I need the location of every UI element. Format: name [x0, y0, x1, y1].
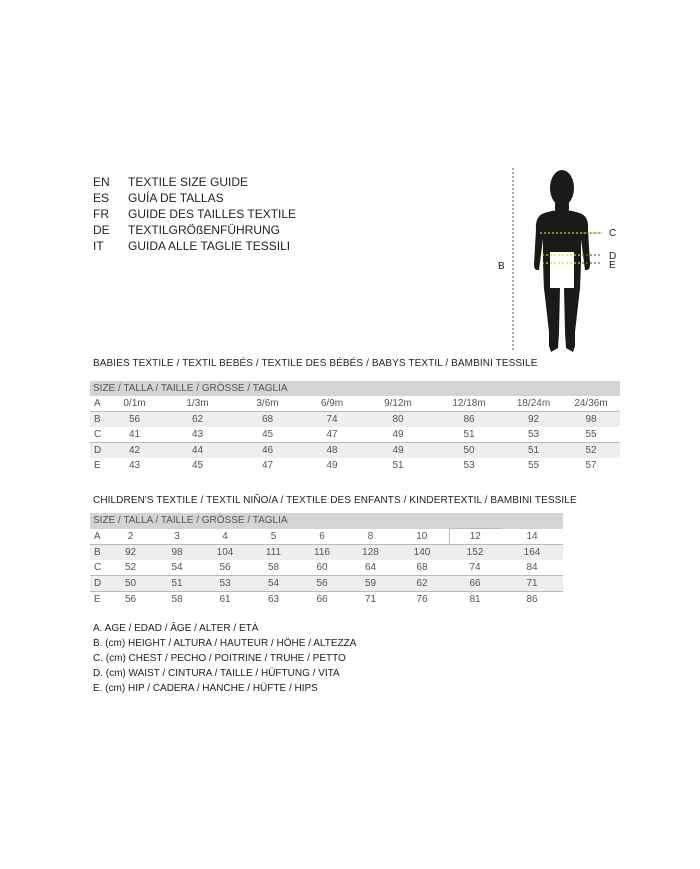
table-cell: 80: [363, 412, 433, 428]
table-cell: 48: [301, 443, 363, 459]
guide-title: TEXTILE SIZE GUIDE: [128, 175, 249, 189]
table-cell: 71: [501, 576, 563, 592]
table-cell: 92: [505, 412, 562, 428]
table-cell: 56: [298, 576, 346, 592]
table-cell: 51: [392, 460, 404, 471]
table-cell: 47: [301, 427, 363, 443]
guide-title: GUIDE DES TAILLES TEXTILE: [128, 207, 297, 221]
table-cell: 54: [249, 576, 298, 592]
table-cell: 98: [153, 545, 201, 561]
table-cell: 44: [161, 443, 234, 459]
babies-section-title: BABIES TEXTILE / TEXTIL BEBÉS / TEXTILE DES BÉBÉS / BABYS TEXTIL / BAMBINI TESSILE: [93, 358, 538, 369]
table-cell: 18/24m: [505, 396, 562, 412]
size-header: SIZE / TALLA / TAILLE / GRÖSSE / TAGLIA: [90, 513, 563, 529]
table-cell: 53: [463, 460, 475, 471]
table-cell: 111: [249, 545, 298, 561]
table-cell: 58: [249, 560, 298, 576]
table-cell: 53: [201, 576, 249, 592]
table-cell: 64: [346, 560, 395, 576]
table-row: [90, 576, 563, 592]
guide-title-row: [93, 190, 296, 206]
table-cell: 1/3m: [161, 396, 234, 412]
table-cell: 58: [171, 594, 183, 605]
table-cell: 68: [234, 412, 301, 428]
language-code: EN: [93, 175, 110, 189]
table-cell: 45: [234, 427, 301, 443]
table-row: [90, 592, 563, 608]
table-row: [90, 560, 563, 576]
table-cell: 10: [395, 529, 449, 545]
size-header: SIZE / TALLA / TAILLE / GRÖSSE / TAGLIA: [90, 381, 620, 396]
table-cell: 6: [298, 529, 346, 545]
table-row: [90, 545, 563, 561]
row-label: E: [94, 594, 101, 605]
table-header-row: [90, 513, 563, 529]
table-cell: 49: [363, 443, 433, 459]
table-row: [90, 412, 620, 428]
table-cell: 71: [364, 594, 377, 605]
table-cell: 8: [346, 529, 395, 545]
guide-title-row: [93, 174, 296, 190]
table-cell: 68: [395, 560, 449, 576]
row-label: E: [94, 460, 101, 471]
table-cell: 66: [316, 594, 328, 605]
table-cell: 51: [433, 427, 505, 443]
label-b: B: [498, 261, 505, 272]
legend-item: A. AGE / EDAD / ÂGE / ALTER / ETÀ: [93, 623, 259, 634]
table-cell: 54: [153, 560, 201, 576]
table-cell: 55: [562, 427, 620, 443]
table-cell: 43: [161, 427, 234, 443]
table-cell: 84: [501, 560, 563, 576]
table-cell: 104: [201, 545, 249, 561]
guide-title: GUIDA ALLE TAGLIE TESSILI: [128, 239, 291, 253]
table-cell: 14: [501, 529, 563, 545]
table-cell: 61: [219, 594, 231, 605]
row-label: D: [90, 443, 108, 459]
guide-title: TEXTILGRÖßENFÜHRUNG: [128, 223, 281, 237]
table-cell: 41: [108, 427, 161, 443]
table-cell: 4: [201, 529, 249, 545]
table-row: [90, 443, 620, 459]
table-cell: 5: [249, 529, 298, 545]
language-code: DE: [93, 223, 110, 237]
label-c: C: [609, 228, 617, 239]
row-label: D: [90, 576, 108, 592]
table-cell: 47: [261, 460, 274, 471]
table-cell: 3: [153, 529, 201, 545]
table-cell: 140: [395, 545, 449, 561]
child-silhouette-icon: [534, 170, 590, 352]
row-label: C: [90, 427, 108, 443]
table-cell: 51: [153, 576, 201, 592]
table-cell: 43: [128, 460, 141, 471]
table-cell: 86: [433, 412, 505, 428]
legend-item: C. (cm) CHEST / PECHO / POITRINE / TRUHE / PETTO: [93, 653, 346, 664]
row-label: A: [90, 396, 108, 412]
legend-item: E. (cm) HIP / CADERA / HANCHE / HÜFTE / HIPS: [93, 683, 318, 694]
table-row: [90, 529, 563, 545]
table-cell: 50: [433, 443, 505, 459]
measurement-legend: [93, 621, 356, 696]
table-cell: 62: [161, 412, 234, 428]
table-cell: 24/36m: [562, 396, 620, 412]
babies-size-table: [90, 381, 620, 473]
table-cell: 92: [108, 545, 153, 561]
row-label: B: [90, 412, 108, 428]
row-label: A: [90, 529, 108, 545]
table-cell: 152: [449, 545, 501, 561]
table-cell: 56: [201, 560, 249, 576]
table-cell: 98: [562, 412, 620, 428]
language-code: FR: [93, 207, 109, 221]
guide-title-row: [93, 206, 296, 222]
guide-title: GUÍA DE TALLAS: [128, 191, 224, 205]
table-header-row: [90, 381, 620, 396]
children-section-title: CHILDREN'S TEXTILE / TEXTIL NIÑO/A / TEXTILE DES ENFANTS / KINDERTEXTIL / BAMBINI TESSILE: [93, 495, 577, 506]
table-cell: 116: [298, 545, 346, 561]
table-cell: 46: [234, 443, 301, 459]
table-cell: 12/18m: [433, 396, 505, 412]
label-e: E: [609, 260, 616, 271]
table-cell: 49: [326, 460, 338, 471]
table-row: [90, 427, 620, 443]
table-cell: 49: [363, 427, 433, 443]
guide-title-row: [93, 238, 296, 254]
table-cell: 66: [449, 576, 501, 592]
table-cell: 2: [108, 529, 153, 545]
table-cell: 12: [449, 529, 501, 545]
table-cell: 164: [501, 545, 563, 561]
table-cell: 42: [108, 443, 161, 459]
table-cell: 52: [108, 560, 153, 576]
table-cell: 74: [449, 560, 501, 576]
table-cell: 60: [298, 560, 346, 576]
guide-title-row: [93, 222, 296, 238]
table-row: [90, 458, 620, 473]
children-size-table: [90, 513, 563, 607]
table-cell: 52: [562, 443, 620, 459]
language-code: IT: [93, 239, 104, 253]
label-d: D: [609, 251, 617, 262]
legend-item: D. (cm) WAIST / CINTURA / TAILLE / HÜFTUNG / VITA: [93, 668, 340, 679]
table-cell: 57: [585, 460, 597, 471]
table-cell: 128: [346, 545, 395, 561]
table-cell: 62: [395, 576, 449, 592]
table-cell: 3/6m: [234, 396, 301, 412]
table-cell: 63: [267, 594, 280, 605]
table-cell: 56: [124, 594, 137, 605]
table-cell: 9/12m: [363, 396, 433, 412]
table-cell: 86: [526, 594, 538, 605]
row-label: B: [90, 545, 108, 561]
table-cell: 0/1m: [108, 396, 161, 412]
table-cell: 45: [191, 460, 204, 471]
table-cell: 6/9m: [301, 396, 363, 412]
table-cell: 53: [505, 427, 562, 443]
table-cell: 55: [527, 460, 540, 471]
table-cell: 81: [469, 594, 481, 605]
table-cell: 50: [108, 576, 153, 592]
language-code: ES: [93, 191, 110, 205]
child-measurement-figure: [490, 164, 630, 359]
table-cell: 59: [346, 576, 395, 592]
table-cell: 74: [301, 412, 363, 428]
table-cell: 76: [416, 594, 428, 605]
table-cell: 56: [108, 412, 161, 428]
table-row: [90, 396, 620, 412]
row-label: C: [90, 560, 108, 576]
table-cell: 51: [505, 443, 562, 459]
legend-item: B. (cm) HEIGHT / ALTURA / HAUTEUR / HÖHE / ALTEZZA: [93, 638, 357, 649]
guide-title-list: [93, 174, 296, 254]
